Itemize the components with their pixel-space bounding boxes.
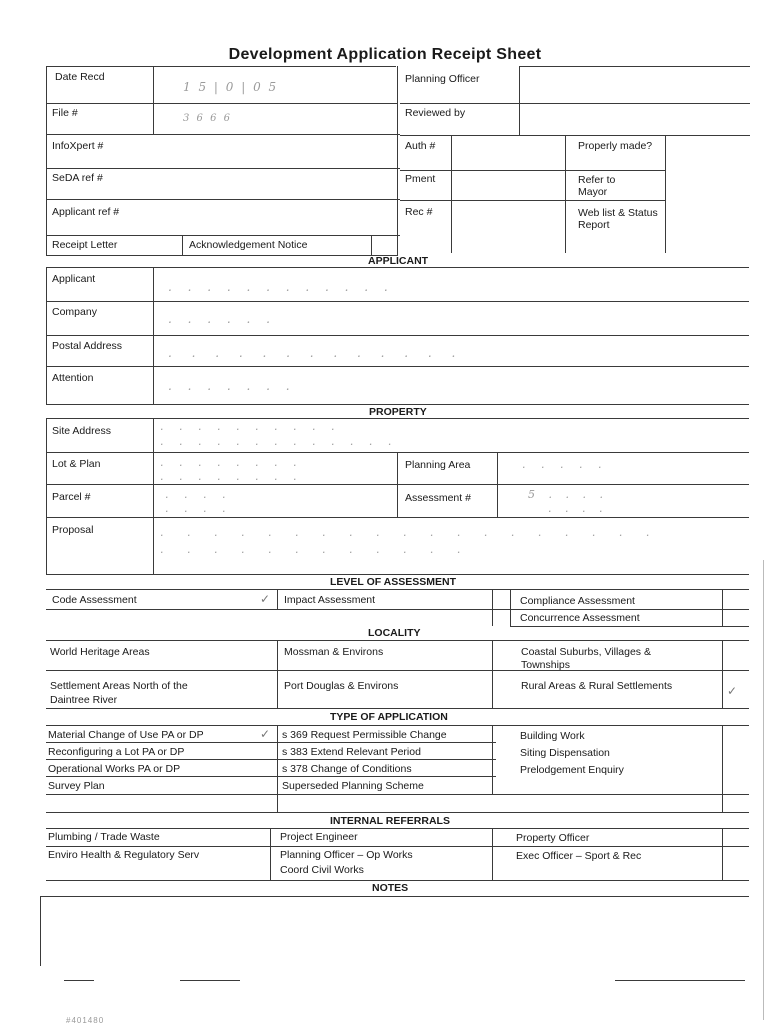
- coastal-suburbs-label-1: Coastal Suburbs, Villages &: [521, 646, 651, 658]
- seda-ref-label: SeDA ref #: [52, 172, 103, 184]
- mcu-label: Material Change of Use PA or DP: [48, 729, 204, 741]
- world-heritage-label: World Heritage Areas: [50, 646, 150, 658]
- planning-area-label: Planning Area: [405, 459, 471, 471]
- refer-to-mayor-label: Refer to Mayor: [578, 174, 616, 199]
- code-assessment-label: Code Assessment: [52, 594, 137, 606]
- exec-officer-label: Exec Officer – Sport & Rec: [516, 850, 642, 862]
- enviro-health-label: Enviro Health & Regulatory Serv: [48, 849, 200, 861]
- date-recd-value: 1 5 | 0 | 0 5: [183, 80, 279, 94]
- assessment-number-value-1: 5 . . . .: [528, 488, 608, 501]
- receipt-letter-label: Receipt Letter: [52, 239, 118, 251]
- applicant-value: . . . . . . . . . . . .: [168, 280, 394, 294]
- page-title: Development Application Receipt Sheet: [228, 46, 542, 63]
- planning-area-value: . . . . .: [522, 458, 608, 471]
- parcel-label: Parcel #: [52, 491, 91, 503]
- applicant-ref-label: Applicant ref #: [52, 206, 120, 218]
- rural-areas-label: Rural Areas & Rural Settlements: [521, 680, 673, 692]
- locality-heading: LOCALITY: [368, 627, 421, 639]
- date-recd-label: Date Recd: [55, 71, 105, 83]
- prelodgement-enquiry-label: Prelodgement Enquiry: [520, 764, 624, 776]
- parcel-value-2: . . . .: [165, 502, 232, 515]
- s383-label: s 383 Extend Relevant Period: [282, 746, 421, 758]
- applicant-label: Applicant: [52, 273, 96, 285]
- parcel-value-1: . . . .: [165, 488, 232, 501]
- planning-officer-op-works-label: Planning Officer – Op Works: [280, 849, 413, 861]
- port-douglas-label: Port Douglas & Environs: [284, 680, 399, 692]
- coord-civil-works-label: Coord Civil Works: [280, 864, 364, 876]
- site-address-label: Site Address: [52, 425, 111, 437]
- survey-plan-label: Survey Plan: [48, 780, 105, 792]
- acknowledgement-notice-label: Acknowledgement Notice: [189, 239, 308, 251]
- s378-label: s 378 Change of Conditions: [282, 763, 412, 775]
- site-address-value-1: . . . . . . . . . .: [160, 420, 341, 433]
- settlement-areas-label-1: Settlement Areas North of the: [50, 680, 188, 692]
- attention-label: Attention: [52, 372, 94, 384]
- properly-made-label: Properly made?: [578, 140, 653, 152]
- reconfiguring-lot-label: Reconfiguring a Lot PA or DP: [48, 746, 185, 758]
- lot-plan-label: Lot & Plan: [52, 458, 101, 470]
- project-engineer-label: Project Engineer: [280, 831, 358, 843]
- s369-label: s 369 Request Permissible Change: [282, 729, 447, 741]
- document-number: #401480: [66, 1016, 105, 1025]
- mossman-label: Mossman & Environs: [284, 646, 384, 658]
- property-officer-label: Property Officer: [516, 832, 590, 844]
- company-value: . . . . . .: [168, 312, 276, 326]
- pment-label: Pment: [405, 173, 436, 185]
- proposal-label: Proposal: [52, 524, 94, 536]
- siting-dispensation-label: Siting Dispensation: [520, 747, 610, 759]
- rec-label: Rec #: [405, 206, 433, 218]
- referrals-heading: INTERNAL REFERRALS: [330, 815, 450, 827]
- assessment-number-value-2: . . . .: [548, 502, 608, 515]
- notes-heading: NOTES: [372, 882, 409, 894]
- settlement-areas-label-2: Daintree River: [50, 694, 118, 706]
- assessment-level-heading: LEVEL OF ASSESSMENT: [330, 576, 457, 588]
- planning-officer-label: Planning Officer: [405, 73, 480, 85]
- property-section-heading: PROPERTY: [369, 406, 427, 418]
- operational-works-label: Operational Works PA or DP: [48, 763, 181, 775]
- concurrence-assessment-label: Concurrence Assessment: [520, 612, 640, 624]
- applicant-section-heading: APPLICANT: [368, 255, 429, 267]
- postal-address-label: Postal Address: [52, 340, 123, 352]
- file-label: File #: [52, 107, 78, 119]
- postal-address-value: . . . . . . . . . . . . .: [168, 346, 464, 360]
- assessment-number-label: Assessment #: [405, 492, 471, 504]
- compliance-assessment-label: Compliance Assessment: [520, 595, 635, 607]
- infoxpert-label: InfoXpert #: [52, 140, 104, 152]
- auth-label: Auth #: [405, 140, 436, 152]
- lot-plan-value-1: . . . . . . . .: [160, 456, 303, 469]
- plumbing-label: Plumbing / Trade Waste: [48, 831, 160, 843]
- company-label: Company: [52, 306, 97, 318]
- proposal-value-2: . . . . . . . . . . . .: [160, 543, 471, 556]
- mcu-tick: ✓: [260, 727, 271, 741]
- building-work-label: Building Work: [520, 730, 585, 742]
- reviewed-by-label: Reviewed by: [405, 107, 466, 119]
- superseded-scheme-label: Superseded Planning Scheme: [282, 780, 424, 792]
- rural-areas-tick: ✓: [727, 684, 738, 698]
- web-list-label: Web list & Status Report: [578, 207, 658, 232]
- file-value: 3 6 6 6: [183, 113, 232, 124]
- coastal-suburbs-label-2: Townships: [521, 659, 571, 671]
- application-type-heading: TYPE OF APPLICATION: [330, 711, 448, 723]
- code-assessment-tick: ✓: [260, 592, 271, 606]
- site-address-value-2: . . . . . . . . . . . . .: [160, 435, 398, 448]
- proposal-value-1: . . . . . . . . . . . . . . . . . . .: [160, 526, 660, 539]
- impact-assessment-label: Impact Assessment: [284, 594, 376, 606]
- lot-plan-value-2: . . . . . . . .: [160, 470, 303, 483]
- attention-value: . . . . . . .: [168, 379, 296, 393]
